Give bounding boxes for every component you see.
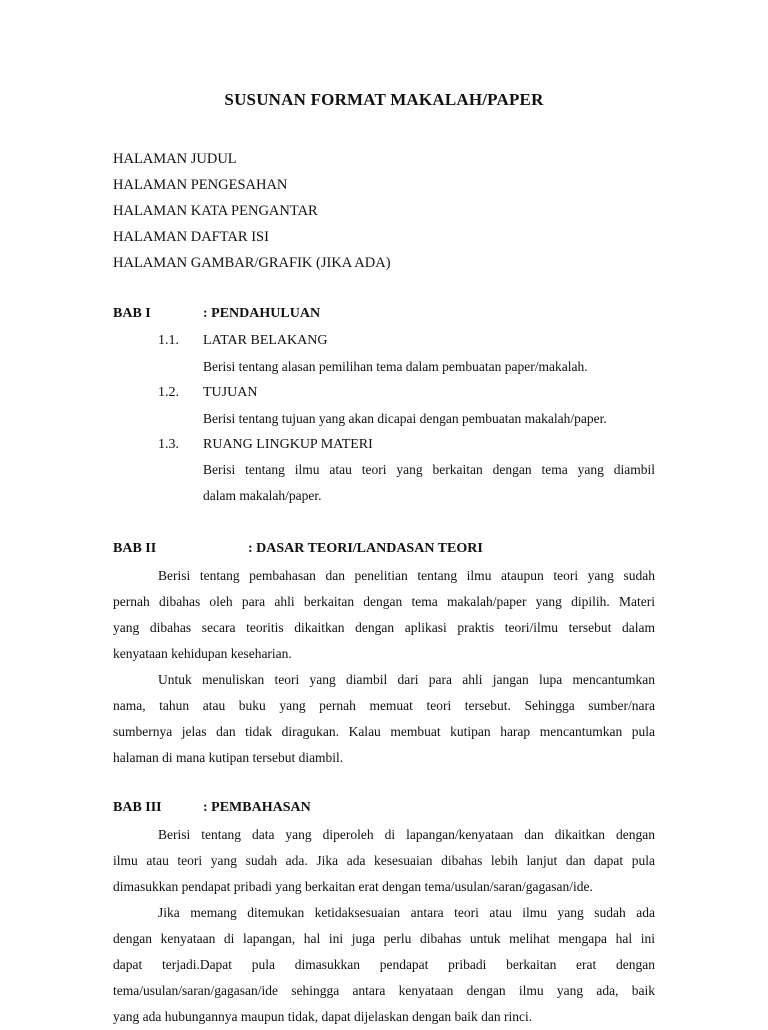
paragraph-line: dimasukkan pendapat pribadi yang berkaitan erat dengan tema/usulan/saran/gagasan/ide. — [113, 879, 593, 894]
section-description: Berisi tentang tujuan yang akan dicapai dengan pembuatan makalah/paper. — [203, 411, 607, 426]
bab1-label: BAB I — [113, 306, 151, 321]
front-matter-item: HALAMAN JUDUL — [113, 151, 237, 167]
paragraph-line: ilmu atau teori yang sudah ada. Jika ada kesesuaian dibahas lebih lanjut dan dapat pula — [113, 853, 655, 868]
bab3-paragraph — [113, 900, 655, 1030]
front-matter-item: HALAMAN GAMBAR/GRAFIK (JIKA ADA) — [113, 255, 391, 271]
paragraph-line: Berisi tentang ilmu atau teori yang berkaitan dengan tema yang diambil — [203, 462, 655, 477]
paragraph-line: Berisi tentang data yang diperoleh di lapangan/kenyataan dan dikaitkan dengan — [158, 827, 655, 842]
paragraph-line: sumbernya jelas dan tidak diragukan. Kalau membuat kutipan harap mencantumkan pula — [113, 724, 655, 739]
paragraph-line: yang ada hubungannya maupun tidak, dapat dijelaskan dengan baik dan rinci. — [113, 1009, 533, 1024]
front-matter-item: HALAMAN KATA PENGANTAR — [113, 203, 318, 219]
paragraph-line: dengan kenyataan di lapangan, hal ini juga perlu dibahas untuk melihat mengapa hal ini — [113, 931, 655, 946]
section-number: 1.3. — [158, 437, 179, 452]
bab2-paragraph — [113, 563, 655, 667]
front-matter-item: HALAMAN PENGESAHAN — [113, 177, 288, 193]
section-title: LATAR BELAKANG — [203, 333, 328, 348]
bab1-title: : PENDAHULUAN — [203, 306, 321, 321]
paragraph-line: Berisi tentang pembahasan dan penelitian tentang ilmu ataupun teori yang sudah — [158, 568, 655, 583]
paragraph-line: halaman di mana kutipan tersebut diambil. — [113, 750, 344, 765]
paragraph-line: Untuk menuliskan teori yang diambil dari para ahli jangan lupa mencantumkan — [158, 672, 655, 687]
paragraph-line: kenyataan kehidupan keseharian. — [113, 646, 292, 661]
paragraph-line: nama, tahun atau buku yang pernah memuat teori tersebut. Sehingga sumber/nara — [113, 698, 655, 713]
document-title: SUSUNAN FORMAT MAKALAH/PAPER — [224, 90, 544, 109]
section-description — [203, 457, 655, 509]
section-number: 1.2. — [158, 385, 179, 400]
section-title: RUANG LINGKUP MATERI — [203, 437, 373, 452]
paragraph-line: yang dibahas secara teoritis dikaitkan dengan aplikasi praktis teori/ilmu tersebut dalam — [113, 620, 655, 635]
bab2-paragraph — [113, 667, 655, 771]
section-number: 1.1. — [158, 333, 179, 348]
bab3-title: : PEMBAHASAN — [203, 800, 311, 815]
bab3-paragraph — [113, 822, 655, 900]
section-title: TUJUAN — [203, 385, 258, 400]
paragraph-line: tema/usulan/saran/gagasan/ide sehingga antara kenyataan dengan ilmu yang ada, baik — [113, 983, 655, 998]
paragraph-line: pernah dibahas oleh para ahli berkaitan dengan tema makalah/paper yang dipilih. Materi — [113, 594, 655, 609]
bab3-label: BAB III — [113, 800, 162, 815]
bab2-title: : DASAR TEORI/LANDASAN TEORI — [248, 541, 483, 556]
paragraph-line: Jika memang ditemukan ketidaksesuaian antara teori atau ilmu yang sudah ada — [158, 905, 655, 920]
paragraph-line: dapat terjadi.Dapat pula dimasukkan pendapat pribadi berkaitan erat dengan — [113, 957, 655, 972]
paragraph-line: dalam makalah/paper. — [203, 488, 322, 503]
bab2-label: BAB II — [113, 541, 157, 556]
section-description: Berisi tentang alasan pemilihan tema dalam pembuatan paper/makalah. — [203, 359, 588, 374]
front-matter-item: HALAMAN DAFTAR ISI — [113, 229, 269, 245]
